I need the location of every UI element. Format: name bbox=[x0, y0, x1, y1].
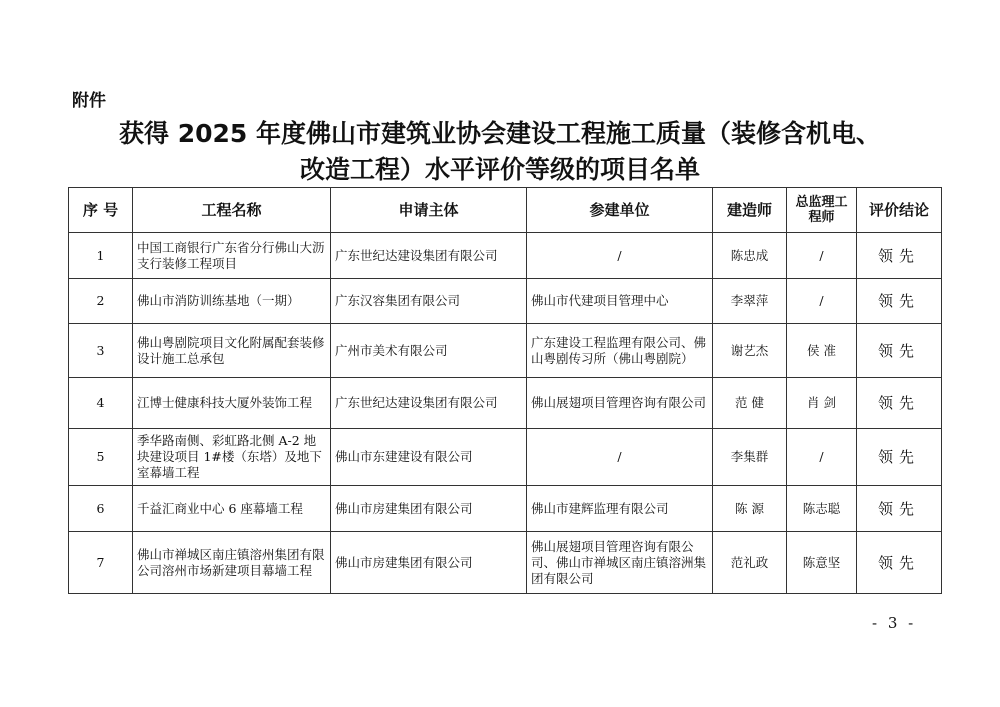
attachment-label: 附件 bbox=[72, 91, 106, 111]
table-row bbox=[69, 378, 942, 429]
cell-result: 领先 bbox=[857, 279, 942, 324]
cell-seq: 2 bbox=[69, 279, 133, 324]
cell-supervisor: / bbox=[787, 279, 857, 324]
cell-result: 领先 bbox=[857, 233, 942, 279]
cell-result: 领先 bbox=[857, 324, 942, 378]
table-row bbox=[69, 486, 942, 532]
cell-applicant: 佛山市房建集团有限公司 bbox=[331, 486, 527, 532]
cell-supervisor: 陈意坚 bbox=[787, 532, 857, 594]
cell-seq: 4 bbox=[69, 378, 133, 429]
cell-applicant: 佛山市房建集团有限公司 bbox=[331, 532, 527, 594]
table-header-row bbox=[69, 188, 942, 233]
cell-project-name: 千益汇商业中心 6 座幕墙工程 bbox=[133, 486, 331, 532]
cell-applicant: 广东世纪达建设集团有限公司 bbox=[331, 233, 527, 279]
document-title-line-1: 获得 2025 年度佛山市建筑业协会建设工程施工质量（装修含机电、 bbox=[119, 119, 881, 148]
cell-participants: 佛山展翅项目管理咨询有限公司 bbox=[527, 378, 713, 429]
table-row bbox=[69, 233, 942, 279]
header-participants: 参建单位 bbox=[527, 188, 713, 233]
cell-project-name: 佛山市禅城区南庄镇溶州集团有限公司溶州市场新建项目幕墙工程 bbox=[133, 532, 331, 594]
cell-participants: 佛山展翅项目管理咨询有限公司、佛山市禅城区南庄镇溶洲集团有限公司 bbox=[527, 532, 713, 594]
cell-supervisor: 陈志聪 bbox=[787, 486, 857, 532]
cell-seq: 3 bbox=[69, 324, 133, 378]
project-list-table bbox=[68, 187, 942, 594]
cell-supervisor: / bbox=[787, 233, 857, 279]
header-supervisor: 总监理工程师 bbox=[787, 188, 857, 233]
table-row bbox=[69, 324, 942, 378]
cell-builder: 谢艺杰 bbox=[713, 324, 787, 378]
table-row bbox=[69, 532, 942, 594]
cell-result: 领先 bbox=[857, 486, 942, 532]
cell-result: 领先 bbox=[857, 532, 942, 594]
cell-participants: 佛山市建辉监理有限公司 bbox=[527, 486, 713, 532]
header-builder: 建造师 bbox=[713, 188, 787, 233]
cell-applicant: 广州市美术有限公司 bbox=[331, 324, 527, 378]
cell-project-name: 江博士健康科技大厦外装饰工程 bbox=[133, 378, 331, 429]
cell-applicant: 佛山市东建建设有限公司 bbox=[331, 429, 527, 486]
cell-builder: 范礼政 bbox=[713, 532, 787, 594]
cell-supervisor: 侯 准 bbox=[787, 324, 857, 378]
cell-supervisor: 肖 剑 bbox=[787, 378, 857, 429]
page-number: - 3 - bbox=[872, 614, 917, 632]
cell-project-name: 佛山市消防训练基地（一期） bbox=[133, 279, 331, 324]
header-project-name: 工程名称 bbox=[133, 188, 331, 233]
cell-seq: 5 bbox=[69, 429, 133, 486]
cell-participants: / bbox=[527, 429, 713, 486]
table-row bbox=[69, 429, 942, 486]
cell-supervisor: / bbox=[787, 429, 857, 486]
cell-project-name: 季华路南侧、彩虹路北侧 A-2 地块建设项目 1#楼（东塔）及地下室幕墙工程 bbox=[133, 429, 331, 486]
cell-seq: 1 bbox=[69, 233, 133, 279]
cell-builder: 陈忠成 bbox=[713, 233, 787, 279]
cell-seq: 7 bbox=[69, 532, 133, 594]
cell-builder: 李集群 bbox=[713, 429, 787, 486]
cell-applicant: 广东汉容集团有限公司 bbox=[331, 279, 527, 324]
cell-participants: 广东建设工程监理有限公司、佛山粤剧传习所（佛山粤剧院） bbox=[527, 324, 713, 378]
header-result: 评价结论 bbox=[857, 188, 942, 233]
cell-project-name: 佛山粤剧院项目文化附属配套装修设计施工总承包 bbox=[133, 324, 331, 378]
cell-seq: 6 bbox=[69, 486, 133, 532]
cell-project-name: 中国工商银行广东省分行佛山大沥支行装修工程项目 bbox=[133, 233, 331, 279]
cell-builder: 范 健 bbox=[713, 378, 787, 429]
cell-builder: 陈 源 bbox=[713, 486, 787, 532]
cell-result: 领先 bbox=[857, 429, 942, 486]
cell-participants: 佛山市代建项目管理中心 bbox=[527, 279, 713, 324]
header-applicant: 申请主体 bbox=[331, 188, 527, 233]
cell-result: 领先 bbox=[857, 378, 942, 429]
header-seq: 序 号 bbox=[69, 188, 133, 233]
cell-participants: / bbox=[527, 233, 713, 279]
table-row bbox=[69, 279, 942, 324]
cell-builder: 李翠萍 bbox=[713, 279, 787, 324]
cell-applicant: 广东世纪达建设集团有限公司 bbox=[331, 378, 527, 429]
document-title-line-2: 改造工程）水平评价等级的项目名单 bbox=[299, 155, 700, 184]
